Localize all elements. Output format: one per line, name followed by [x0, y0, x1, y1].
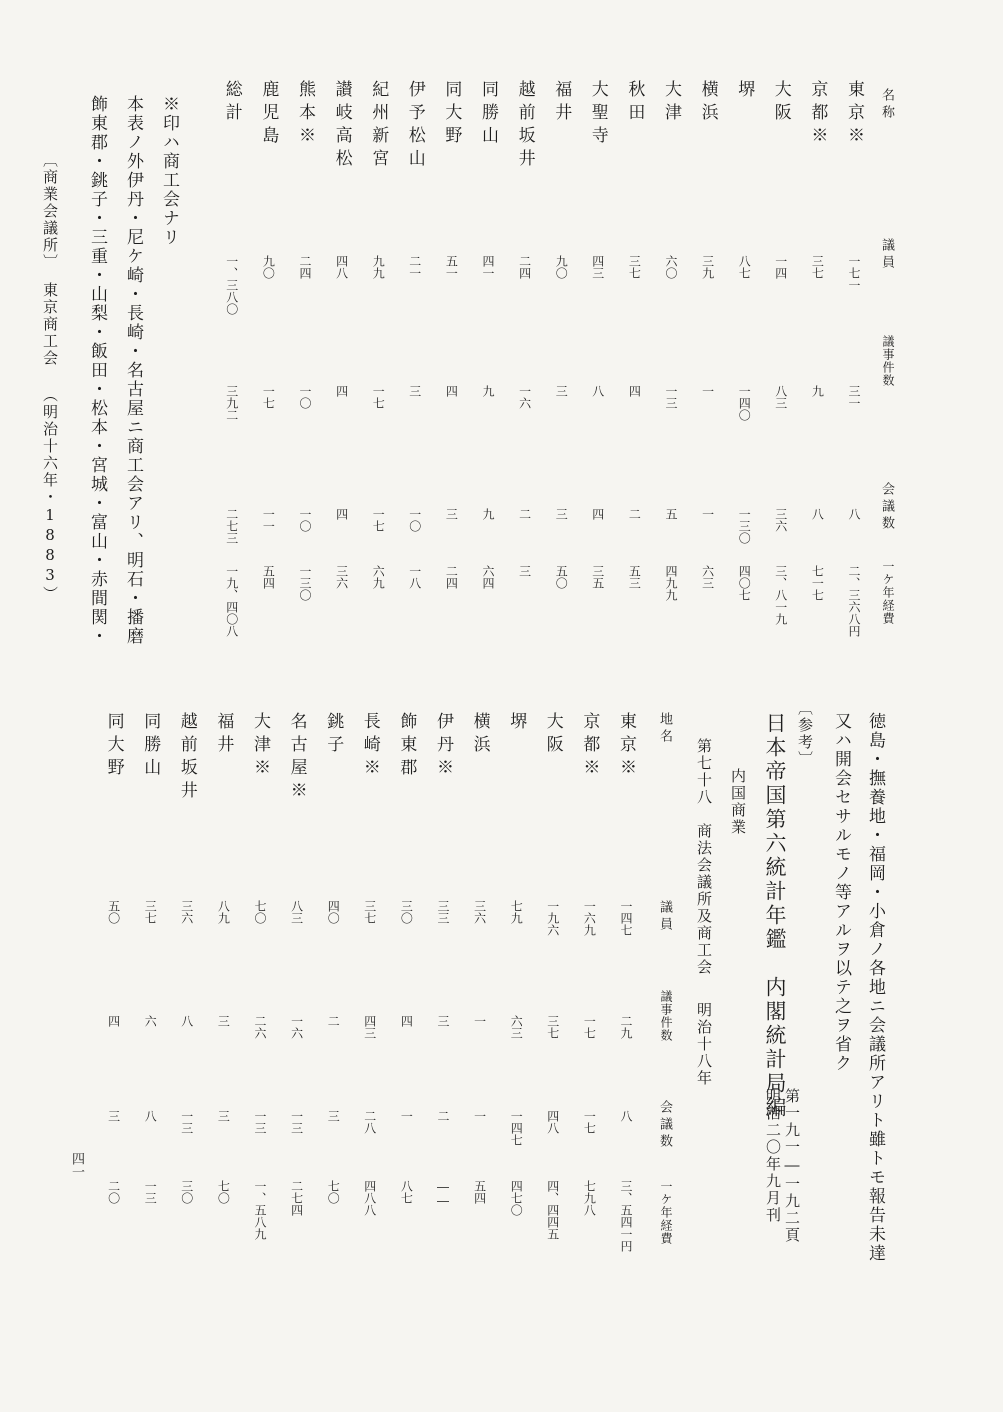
reference-pages: 第一九一―一九二頁 — [783, 1088, 801, 1244]
table1-row-17-members: 一、三八〇 — [224, 255, 239, 315]
table1-row-14-name: 讃岐高松 — [331, 80, 352, 172]
table2-row-11-name: 福井 — [213, 712, 234, 758]
table1-row-12-items: 三 — [407, 385, 422, 397]
table2-row-12-meetings: 一三 — [179, 1110, 194, 1134]
table1-row-17-items: 三九二 — [224, 385, 239, 421]
table2-row-8-meetings: 三 — [326, 1110, 341, 1122]
table2-row-5-meetings: 二 — [436, 1110, 450, 1122]
table2-row-13-meetings: 八 — [143, 1110, 158, 1122]
table1-row-1-cost: 七一七 — [810, 565, 825, 601]
table1-row-0-name: 東京※ — [844, 80, 864, 149]
table2-row-3-name: 堺 — [506, 712, 527, 735]
table1-row-3-items: 一四〇 — [737, 385, 752, 421]
table2-row-2-meetings: 四八 — [545, 1110, 560, 1134]
table2-row-5-cost: ―― — [436, 1180, 450, 1208]
table2-row-7-meetings: 二八 — [362, 1110, 377, 1134]
table2-row-6-meetings: 一 — [399, 1110, 414, 1122]
table2-row-8-name: 銚子 — [323, 712, 344, 758]
table1-row-11-items: 四 — [444, 385, 459, 397]
table1-row-8-meetings: 三 — [554, 508, 569, 520]
table1-row-16-name: 鹿児島 — [258, 80, 279, 149]
table1-row-11-name: 同大野 — [441, 80, 462, 149]
table2-row-9-name: 名古屋※ — [286, 712, 307, 804]
table1-row-6-members: 三七 — [627, 255, 642, 279]
table2-row-0-members: 一四七 — [619, 900, 633, 936]
reference-published: 明治二〇年九月刊 — [764, 1088, 782, 1224]
table1-row-2-cost: 三、八一九 — [773, 565, 788, 625]
table2-row-3-members: 七九 — [509, 900, 524, 924]
table1-row-3-cost: 四〇七 — [737, 565, 752, 601]
table2-row-4-cost: 五四 — [472, 1180, 487, 1204]
table1-row-15-name: 熊本※ — [295, 80, 315, 149]
table2-row-6-name: 飾東郡 — [396, 712, 417, 781]
table2-row-13-items: 六 — [143, 1015, 158, 1027]
table2-row-11-meetings: 三 — [216, 1110, 231, 1122]
table1-note-3: 飾東郡・銚子・三重・山梨・飯田・松本・宮城・富山・赤間関・ — [87, 95, 107, 646]
table1-row-1-meetings: 八 — [810, 508, 825, 520]
reference-section: 内国商業 — [729, 768, 747, 836]
table1-row-6-items: 四 — [627, 385, 642, 397]
table1-header-items: 議事件数 — [881, 335, 895, 387]
table2-row-14-name: 同大野 — [103, 712, 124, 781]
table1-header-name: 名称 — [879, 88, 894, 122]
table1-row-11-meetings: 三 — [444, 508, 459, 520]
table2-row-1-name: 京都※ — [579, 712, 600, 781]
table2-row-5-items: 三 — [436, 1015, 450, 1027]
table1-row-16-members: 九〇 — [261, 255, 276, 279]
table2-row-7-items: 四三 — [362, 1015, 377, 1039]
table1-row-8-name: 福井 — [551, 80, 572, 126]
table2-row-3-cost: 四七〇 — [509, 1180, 524, 1216]
page-number: 四一 — [69, 1152, 84, 1178]
table1-row-10-meetings: 九 — [481, 508, 495, 520]
table2-row-9-members: 八三 — [289, 900, 304, 924]
table1-row-14-meetings: 四 — [334, 508, 349, 520]
table1-row-13-cost: 六九 — [371, 565, 386, 589]
table1-row-7-cost: 三五 — [590, 565, 605, 589]
table1-row-4-cost: 六三 — [700, 565, 715, 589]
table1-row-7-meetings: 四 — [590, 508, 605, 520]
table2-row-12-name: 越前坂井 — [176, 712, 197, 804]
table1-row-5-items: 一三 — [664, 385, 678, 409]
table1-row-10-members: 四一 — [481, 255, 495, 279]
table2-header-cost: 一ケ年経費 — [659, 1180, 673, 1245]
table2-row-10-cost: 一、五八九 — [253, 1180, 267, 1240]
table1-row-3-members: 八七 — [737, 255, 752, 279]
table2-header-members: 議員 — [657, 900, 672, 934]
table2-row-8-items: 二 — [326, 1015, 341, 1027]
table2-row-14-cost: 二〇 — [106, 1180, 121, 1204]
table1-row-12-members: 二一 — [407, 255, 422, 279]
table1-row-5-members: 六〇 — [664, 255, 678, 279]
table2-header-name: 地名 — [657, 712, 672, 746]
table1-row-15-meetings: 一〇 — [298, 508, 312, 532]
table2-row-6-members: 三〇 — [399, 900, 414, 924]
table2-row-9-items: 一六 — [289, 1015, 304, 1039]
table2-row-14-members: 五〇 — [106, 900, 121, 924]
table2-row-12-members: 三六 — [179, 900, 194, 924]
table1-row-12-name: 伊予松山 — [404, 80, 425, 172]
table2-row-4-name: 横浜 — [469, 712, 490, 758]
table2-row-12-items: 八 — [179, 1015, 194, 1027]
table1-row-6-cost: 五三 — [627, 565, 642, 589]
table2-row-6-cost: 八七 — [399, 1180, 414, 1204]
table1-row-2-items: 八三 — [773, 385, 788, 409]
table1-row-10-name: 同勝山 — [478, 80, 498, 149]
table1-row-3-meetings: 一三〇 — [737, 508, 752, 544]
table2-row-8-cost: 七〇 — [326, 1180, 341, 1204]
table2-row-13-cost: 一三 — [143, 1180, 158, 1204]
table1-row-11-cost: 二四 — [444, 565, 459, 589]
table1-row-16-items: 一七 — [261, 385, 276, 409]
table1-row-15-cost: 一三〇 — [298, 565, 312, 601]
table1-header-meetings: 会議数 — [879, 482, 894, 533]
table2-row-13-name: 同勝山 — [140, 712, 161, 781]
table2-row-7-cost: 四八八 — [362, 1180, 377, 1216]
table2-row-10-name: 大津※ — [250, 712, 270, 781]
table1-row-2-members: 一四 — [773, 255, 788, 279]
table1-row-9-members: 二四 — [517, 255, 532, 279]
table1-row-7-name: 大聖寺 — [587, 80, 608, 149]
reference-table-title: 第七十八 商法会議所及商工会 — [695, 738, 713, 976]
table1-row-4-meetings: 一 — [700, 508, 715, 520]
table2-row-9-cost: 二七四 — [289, 1180, 304, 1216]
table2-row-1-cost: 七九八 — [582, 1180, 597, 1216]
table1-row-9-name: 越前坂井 — [514, 80, 535, 172]
table1-row-2-name: 大阪 — [770, 80, 791, 126]
table2-row-3-items: 六三 — [509, 1015, 524, 1039]
table1-row-15-items: 一〇 — [298, 385, 312, 409]
table2-row-10-meetings: 一三 — [253, 1110, 267, 1134]
table2-row-0-meetings: 八 — [619, 1110, 633, 1122]
table1-row-1-name: 京都※ — [807, 80, 828, 149]
table1-row-0-items: 三一 — [847, 385, 861, 409]
table1-note-1: ※印ハ商工会ナリ — [159, 95, 179, 247]
table1-row-5-meetings: 五 — [664, 508, 678, 520]
table1-row-1-items: 九 — [810, 385, 825, 397]
table1-row-9-cost: 三 — [517, 565, 532, 577]
table2-row-14-meetings: 三 — [106, 1110, 121, 1122]
table1-row-13-name: 紀州新宮 — [368, 80, 389, 172]
reference-title: 日本帝国第六統計年鑑 内閣統計局編 — [763, 712, 787, 1120]
table1-header-cost: 一ケ年経費 — [881, 560, 895, 625]
table1-row-4-items: 一 — [700, 385, 715, 397]
table2-row-2-members: 一九六 — [545, 900, 560, 936]
table2-row-1-members: 一六九 — [582, 900, 597, 936]
table2-row-0-items: 二九 — [619, 1015, 633, 1039]
table2-row-10-items: 二六 — [253, 1015, 267, 1039]
table1-row-13-meetings: 一七 — [371, 508, 386, 532]
table2-row-10-members: 七〇 — [253, 900, 267, 924]
table1-row-14-members: 四八 — [334, 255, 349, 279]
table1-row-6-meetings: 二 — [627, 508, 642, 520]
table2-row-13-members: 三七 — [143, 900, 158, 924]
table1-row-2-meetings: 三六 — [773, 508, 788, 532]
table1-row-13-members: 九九 — [371, 255, 386, 279]
table1-header-members: 議員 — [879, 238, 894, 272]
table2-row-5-name: 伊丹※ — [433, 712, 453, 781]
table2-row-4-items: 一 — [472, 1015, 487, 1027]
table1-row-5-cost: 四九九 — [664, 565, 678, 601]
table1-row-16-meetings: 一一 — [261, 508, 276, 532]
table1-row-12-cost: 一八 — [407, 565, 422, 589]
table1-note-4: 徳島・撫養地・福岡・小倉ノ各地ニ会議所アリト雖トモ報告未達 — [865, 712, 885, 1263]
table1-row-7-items: 八 — [590, 385, 605, 397]
table2-row-5-members: 三三 — [436, 900, 450, 924]
table2-row-7-members: 三七 — [362, 900, 377, 924]
table2-row-0-name: 東京※ — [616, 712, 636, 781]
table2-row-1-meetings: 一七 — [582, 1110, 597, 1134]
table1-row-15-members: 二四 — [298, 255, 312, 279]
table1-row-9-meetings: 二 — [517, 508, 532, 520]
table2-row-12-cost: 三〇 — [179, 1180, 194, 1204]
table1-row-16-cost: 五四 — [261, 565, 276, 589]
table1-row-6-name: 秋田 — [624, 80, 645, 126]
table2-row-0-cost: 三、五四一円 — [619, 1180, 633, 1252]
table1-row-17-name: 総計 — [221, 80, 242, 126]
table1-note-5: 又ハ開会セサルモノ等アルヲ以テ之ヲ省ク — [831, 712, 851, 1073]
table2-row-11-cost: 七〇 — [216, 1180, 231, 1204]
table1-row-10-items: 九 — [481, 385, 495, 397]
table2-row-2-cost: 四、四四五 — [545, 1180, 560, 1240]
table2-row-3-meetings: 一四七 — [509, 1110, 524, 1146]
table1-row-13-items: 一七 — [371, 385, 386, 409]
table2-row-9-meetings: 一三 — [289, 1110, 304, 1134]
table1-row-17-meetings: 二七三 — [224, 508, 239, 544]
table2-row-8-members: 四〇 — [326, 900, 341, 924]
reference-label: 〔参考〕 — [796, 700, 814, 768]
table2-row-11-items: 三 — [216, 1015, 231, 1027]
table2-row-4-members: 三六 — [472, 900, 487, 924]
table1-source-label: 〔商業会議所〕 — [41, 152, 59, 271]
table2-row-2-items: 三七 — [545, 1015, 560, 1039]
table1-row-14-cost: 三六 — [334, 565, 349, 589]
table2-header-items: 議事件数 — [659, 990, 673, 1042]
table2-row-2-name: 大阪 — [542, 712, 563, 758]
table2-header-meetings: 会議数 — [657, 1100, 672, 1151]
table1-source: 東京商工会 （明治十六年・1883） — [41, 282, 59, 603]
table2-row-4-meetings: 一 — [472, 1110, 487, 1122]
table1-row-3-name: 堺 — [734, 80, 755, 103]
table1-row-8-cost: 五〇 — [554, 565, 569, 589]
table1-row-8-members: 九〇 — [554, 255, 569, 279]
table2-row-6-items: 四 — [399, 1015, 414, 1027]
table1-row-11-members: 五一 — [444, 255, 459, 279]
table1-row-0-members: 一七一 — [847, 255, 861, 291]
table1-row-12-meetings: 一〇 — [407, 508, 422, 532]
table1-row-4-members: 三九 — [700, 255, 715, 279]
table1-row-14-items: 四 — [334, 385, 349, 397]
table1-row-1-members: 三七 — [810, 255, 825, 279]
table2-row-7-name: 長崎※ — [359, 712, 380, 781]
table1-row-7-members: 四三 — [590, 255, 605, 279]
table1-row-8-items: 三 — [554, 385, 569, 397]
table1-row-4-name: 横浜 — [697, 80, 718, 126]
table1-row-0-cost: 二、三六八円 — [847, 565, 861, 637]
table2-row-1-items: 一七 — [582, 1015, 597, 1039]
reference-year: 明治十八年 — [695, 1002, 713, 1087]
table1-row-17-cost: 一九、四〇八 — [224, 565, 239, 637]
table1-row-0-meetings: 八 — [847, 508, 861, 520]
table2-row-14-items: 四 — [106, 1015, 121, 1027]
table2-row-11-members: 八九 — [216, 900, 231, 924]
table1-row-10-cost: 六四 — [481, 565, 495, 589]
table1-row-9-items: 一六 — [517, 385, 532, 409]
table1-row-5-name: 大津 — [661, 80, 681, 126]
table1-note-2: 本表ノ外伊丹・尼ケ崎・長崎・名古屋ニ商工会アリ、明石・播磨 — [123, 95, 143, 646]
